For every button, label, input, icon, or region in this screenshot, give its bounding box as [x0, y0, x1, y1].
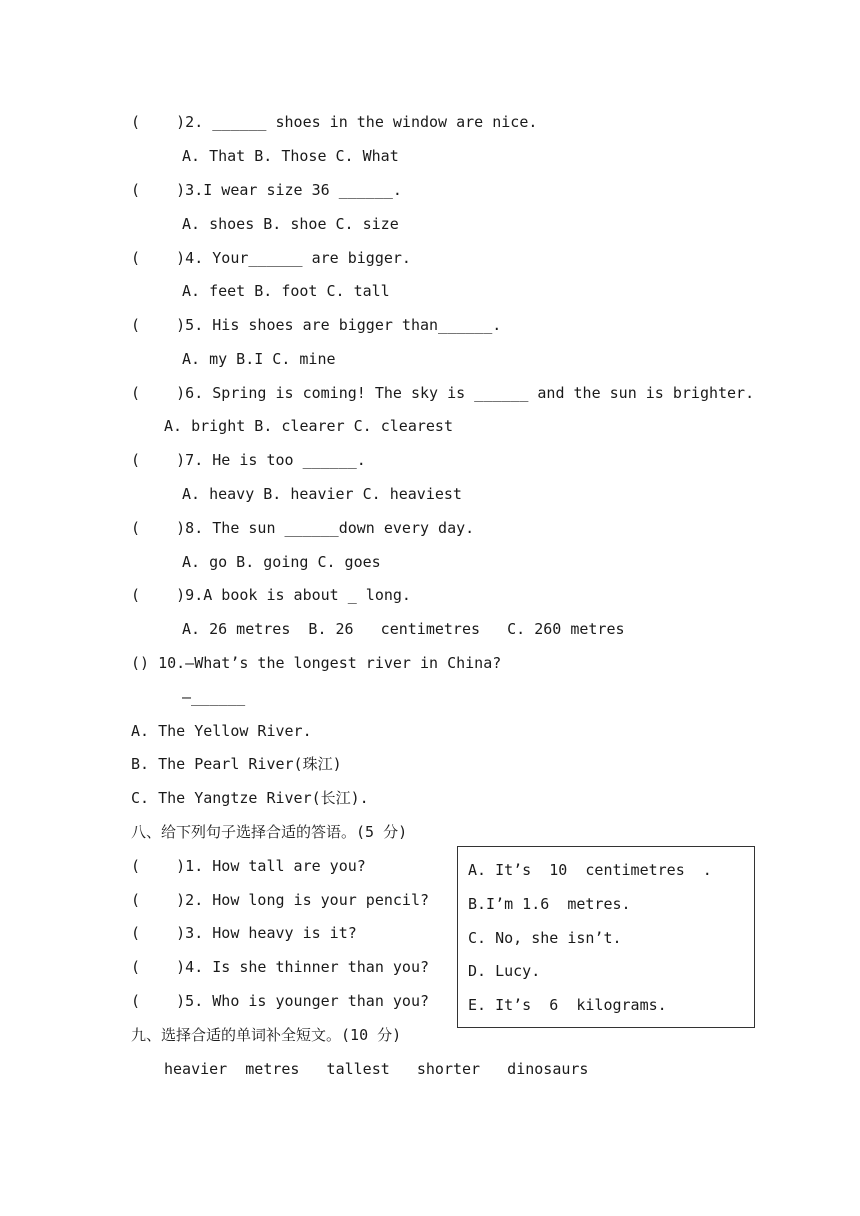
section8-heading: 八、给下列句子选择合适的答语。(5 分): [131, 823, 408, 841]
q9-options: A. 26 metres B. 26 centimetres C. 260 metres: [182, 620, 625, 638]
q10-option-c: C. The Yangtze River(长江).: [131, 789, 369, 807]
answer-d: D. Lucy.: [468, 962, 541, 980]
q4-stem: ( )4. Your______ are bigger.: [131, 249, 411, 267]
q3-stem: ( )3.I wear size 36 ______.: [131, 181, 402, 199]
answer-options-box: [457, 846, 755, 1028]
answer-c: C. No, she isn’t.: [468, 929, 622, 947]
q2-stem: ( )2. ______ shoes in the window are nice.: [131, 113, 538, 131]
q2-options: A. That B. Those C. What: [182, 147, 399, 165]
q5-options: A. my B.I C. mine: [182, 350, 336, 368]
q3-options: A. shoes B. shoe C. size: [182, 215, 399, 233]
word-bank: heavier metres tallest shorter dinosaurs: [164, 1060, 589, 1078]
q10-option-a: A. The Yellow River.: [131, 722, 312, 740]
q6-stem: ( )6. Spring is coming! The sky is ______ and the sun is brighter.: [131, 384, 755, 402]
q6-options: A. bright B. clearer C. clearest: [164, 417, 453, 435]
q4-options: A. feet B. foot C. tall: [182, 282, 390, 300]
q10-answer-blank: —______: [182, 688, 246, 706]
answer-b: B.I’m 1.6 metres.: [468, 895, 631, 913]
s8-q5: ( )5. Who is younger than you?: [131, 992, 430, 1010]
q7-options: A. heavy B. heavier C. heaviest: [182, 485, 462, 503]
q9-stem: ( )9.A book is about _ long.: [131, 586, 411, 604]
q5-stem: ( )5. His shoes are bigger than______.: [131, 316, 502, 334]
q8-options: A. go B. going C. goes: [182, 553, 381, 571]
s8-q4: ( )4. Is she thinner than you?: [131, 958, 430, 976]
s8-q1: ( )1. How tall are you?: [131, 857, 366, 875]
s8-q3: ( )3. How heavy is it?: [131, 924, 357, 942]
q7-stem: ( )7. He is too ______.: [131, 451, 366, 469]
section9-heading: 九、选择合适的单词补全短文。(10 分): [131, 1026, 402, 1044]
q8-stem: ( )8. The sun ______down every day.: [131, 519, 475, 537]
q10-option-b: B. The Pearl River(珠江): [131, 755, 342, 773]
answer-a: A. It’s 10 centimetres .: [468, 861, 712, 879]
answer-e: E. It’s 6 kilograms.: [468, 996, 667, 1014]
q10-stem: () 10.—What’s the longest river in China?: [131, 654, 502, 672]
s8-q2: ( )2. How long is your pencil?: [131, 891, 430, 909]
